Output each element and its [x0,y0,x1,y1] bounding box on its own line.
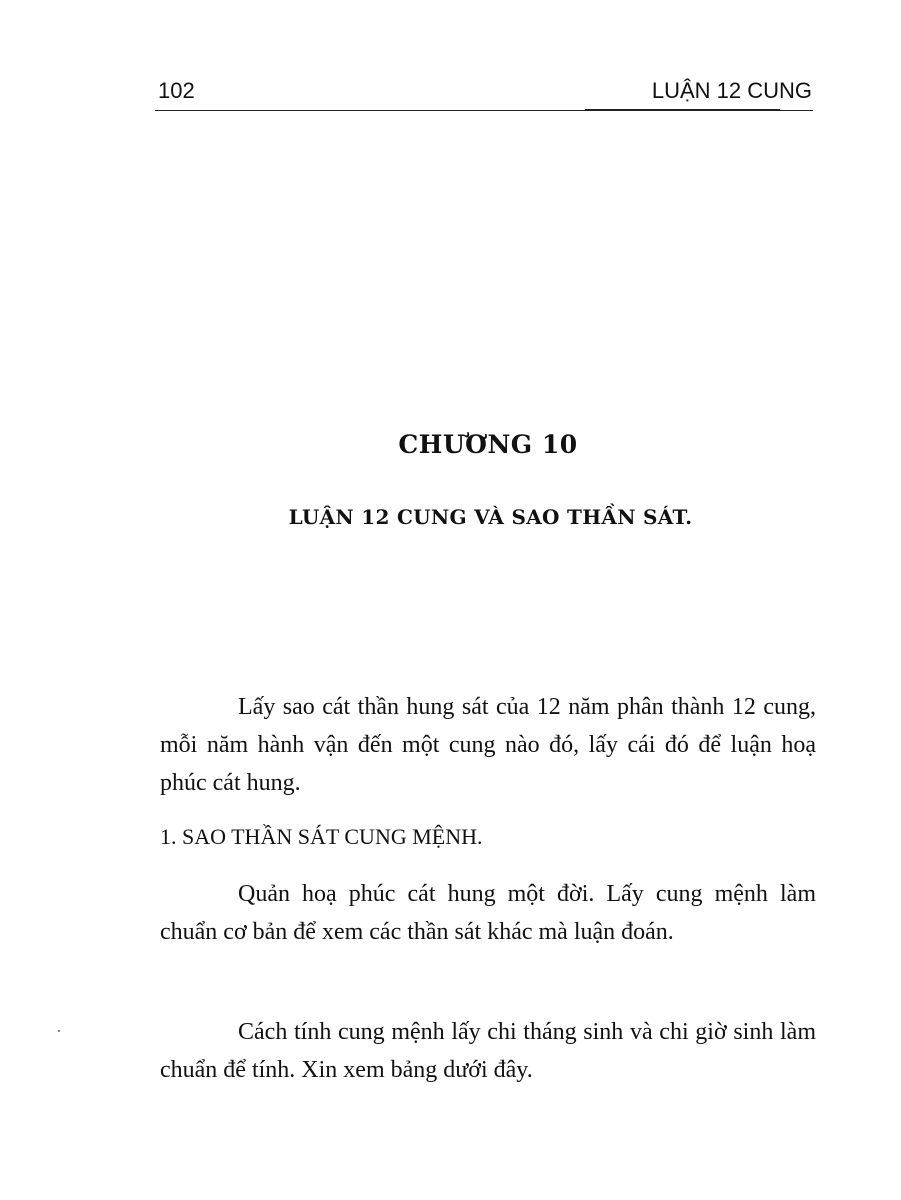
chapter-title: LUẬN 12 CUNG VÀ SAO THẦN SÁT. [288,505,693,529]
page-header [158,78,812,108]
page-number: 102 [158,78,195,103]
header-rule-accent [585,109,780,111]
section-paragraph: Quản hoạ phúc cát hung một đời. Lấy cung mệnh làm chuẩn cơ bản để xem các thần sát khác mà luận đoán. [160,881,816,945]
intro-paragraph: Lấy sao cát thần hung sát của 12 năm phân thành 12 cung, mỗi năm hành vận đến một cung nào đó, lấy cái đó để luận hoạ phúc cát hung. [160,694,816,796]
running-title: LUẬN 12 CUNG [651,78,812,103]
section-paragraph: Cách tính cung mệnh lấy chi tháng sinh và chi giờ sinh làm chuẩn để tính. Xin xem bảng dưới đây. [160,1019,816,1083]
chapter-label: CHƯƠNG 10 [398,430,578,459]
section-heading: 1. SAO THẦN SÁT CUNG MỆNH. [160,824,483,849]
scan-speck [58,1030,60,1032]
